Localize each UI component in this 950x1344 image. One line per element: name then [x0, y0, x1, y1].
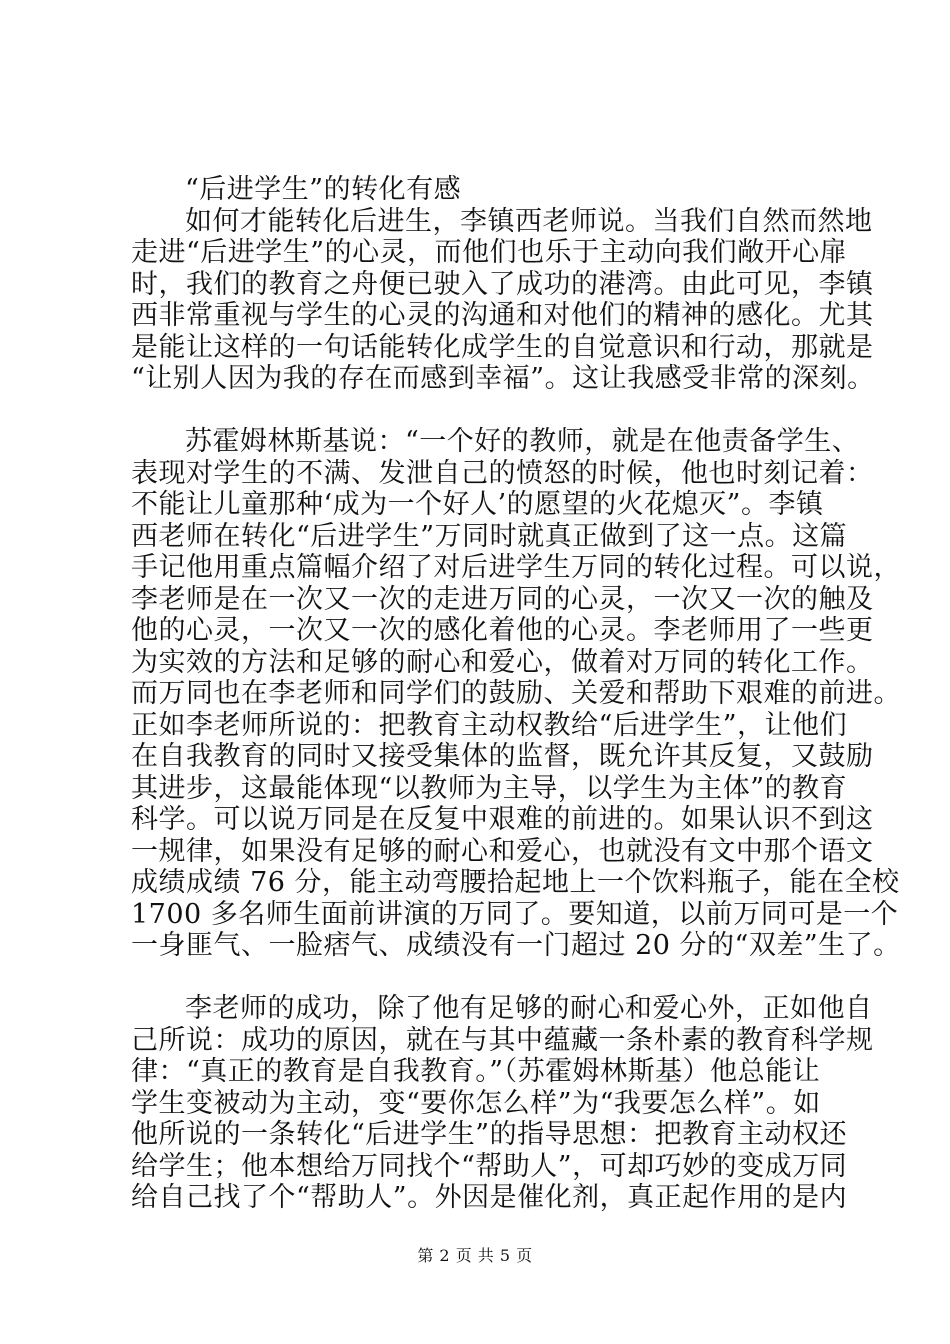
- paragraph-spacer: [131, 395, 851, 427]
- document-title: “后进学生”的转化有感: [185, 174, 462, 205]
- paragraph-3: [131, 993, 874, 1214]
- paragraph-line: 正如李老师所说的：把教育主动权教给“后进学生”，让他们: [131, 709, 848, 741]
- paragraph-line: 学生变被动为主动，变“要你怎么样”为“我要怎么样”。如: [131, 1087, 821, 1119]
- paragraph-line: 律：“真正的教育是自我教育。”（苏霍姆林斯基）他总能让: [131, 1056, 821, 1087]
- paragraph-line: 李老师的成功，除了他有足够的耐心和爱心外，正如他自: [185, 993, 873, 1024]
- paragraph-line: 给自己找了个“帮助人”。外因是催化剂，真正起作用的是内: [131, 1182, 848, 1213]
- paragraph-line: 走进“后进学生”的心灵，而他们也乐于主动向我们敞开心扉: [131, 237, 848, 268]
- paragraph-spacer: [131, 962, 851, 994]
- paragraph-line: 是能让这样的一句话能转化成学生的自觉意识和行动，那就是: [131, 331, 874, 363]
- paragraph-line: 如何才能转化后进生，李镇西老师说。当我们自然而然地: [185, 205, 873, 237]
- paragraph-line: 成绩成绩 76 分，能主动弯腰拾起地上一个饮料瓶子，能在全校: [131, 867, 900, 898]
- paragraph-2: [131, 426, 901, 962]
- paragraph-line: 西老师在转化“后进学生”万同时就真正做到了这一点。这篇: [131, 520, 848, 552]
- paragraph-line: 为实效的方法和足够的耐心和爱心，做着对万同的转化工作。: [131, 646, 874, 678]
- paragraph-1: [131, 205, 875, 395]
- paragraph-line: “让别人因为我的存在而感到幸福”。这让我感受非常的深刻。: [131, 363, 875, 394]
- paragraph-line: 1700 多名师生面前讲演的万同了。要知道，以前万同可是一个: [131, 898, 899, 930]
- paragraph-line: 手记他用重点篇幅介绍了对后进学生万同的转化过程。可以说，: [131, 552, 901, 583]
- paragraph-line: 李老师是在一次又一次的走进万同的心灵，一次又一次的触及: [131, 583, 874, 615]
- paragraph-line: 在自我教育的同时又接受集体的监督，既允许其反复，又鼓励: [131, 741, 874, 772]
- paragraph-line: 其进步，这最能体现“以教师为主导，以学生为主体”的教育: [131, 772, 848, 804]
- document-body: [131, 174, 901, 1214]
- paragraph-line: 科学。可以说万同是在反复中艰难的前进的。如果认识不到这: [131, 804, 874, 835]
- paragraph-line: 不能让儿童那种‘成为一个好人’的愿望的火花熄灭”。李镇: [131, 489, 824, 520]
- paragraph-line: 他的心灵，一次又一次的感化着他的心灵。李老师用了一些更: [131, 615, 874, 646]
- paragraph-line: 一规律，如果没有足够的耐心和爱心，也就没有文中那个语文: [131, 835, 874, 867]
- paragraph-line: 给学生；他本想给万同找个“帮助人”，可却巧妙的变成万同: [131, 1150, 848, 1182]
- paragraph-line: 时，我们的教育之舟便已驶入了成功的港湾。由此可见，李镇: [131, 268, 874, 300]
- paragraph-line: 己所说：成功的原因，就在与其中蕴藏一条朴素的教育科学规: [131, 1024, 874, 1056]
- paragraph-line: 而万同也在李老师和同学们的鼓励、关爱和帮助下艰难的前进。: [131, 678, 901, 709]
- paragraph-line: 西非常重视与学生的心灵的沟通和对他们的精神的感化。尤其: [131, 300, 874, 331]
- paragraph-line: 表现对学生的不满、发泄自己的愤怒的时候，他也时刻记着：: [131, 457, 874, 489]
- page-number-footer: 第 2 页 共 5 页: [417, 1246, 533, 1265]
- paragraph-line: 一身匪气、一脸痞气、成绩没有一门超过 20 分的“双差”生了。: [131, 930, 901, 961]
- paragraph-line: 他所说的一条转化“后进学生”的指导思想：把教育主动权还: [131, 1119, 848, 1150]
- paragraph-line: 苏霍姆林斯基说：“一个好的教师，就是在他责备学生、: [185, 426, 860, 457]
